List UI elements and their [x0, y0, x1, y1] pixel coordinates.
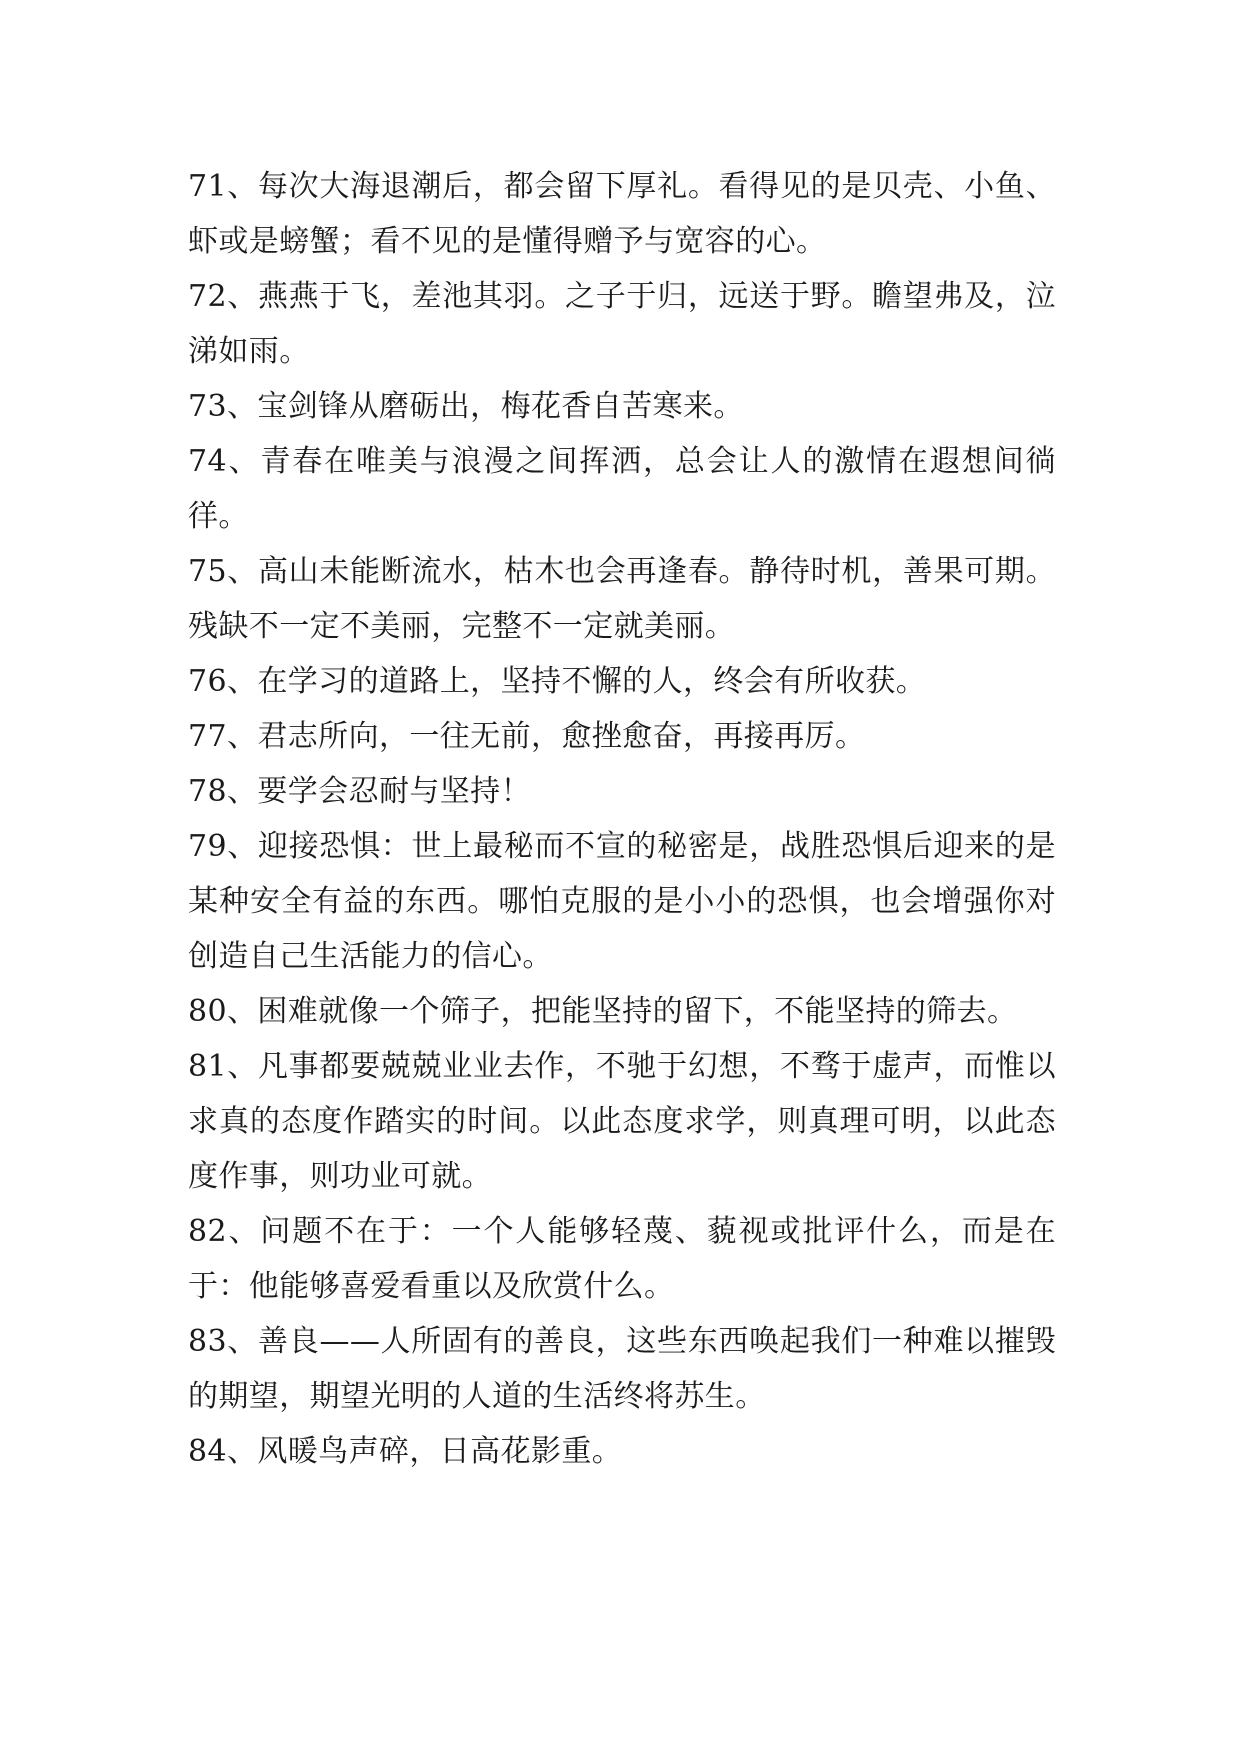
quote-77: 77、君志所向，一往无前，愈挫愈奋，再接再厉。 — [188, 719, 866, 754]
quote-81: 81、凡事都要兢兢业业去作，不驰于幻想，不骛于虚声，而惟以求真的态度作踏实的时间。以此态度求学，则真理可明，以此态度作事，则功业可就。 — [188, 1049, 1056, 1194]
quote-83: 83、善良——人所固有的善良，这些东西唤起我们一种难以摧毁的期望，期望光明的人道的生活终将苏生。 — [188, 1324, 1056, 1414]
quote-72: 72、燕燕于飞，差池其羽。之子于归，远送于野。瞻望弗及，泣涕如雨。 — [188, 279, 1056, 369]
quote-list — [188, 159, 1056, 1479]
quote-74: 74、青春在唯美与浪漫之间挥洒，总会让人的激情在遐想间徜徉。 — [188, 444, 1056, 534]
quote-82: 82、问题不在于：一个人能够轻蔑、藐视或批评什么，而是在于：他能够喜爱看重以及欣赏什么。 — [188, 1214, 1056, 1304]
quote-84: 84、风暖鸟声碎，日高花影重。 — [188, 1434, 623, 1469]
quote-73: 73、宝剑锋从磨砺出，梅花香自苦寒来。 — [188, 389, 744, 424]
quote-75: 75、高山未能断流水，枯木也会再逢春。静待时机，善果可期。残缺不一定不美丽，完整不一定就美丽。 — [188, 554, 1056, 644]
quote-71: 71、每次大海退潮后，都会留下厚礼。看得见的是贝壳、小鱼、虾或是螃蟹；看不见的是懂得赠予与宽容的心。 — [188, 169, 1056, 259]
quote-76: 76、在学习的道路上，坚持不懈的人，终会有所收获。 — [188, 664, 927, 699]
quote-79: 79、迎接恐惧：世上最秘而不宣的秘密是，战胜恐惧后迎来的是某种安全有益的东西。哪怕克服的是小小的恐惧，也会增强你对创造自己生活能力的信心。 — [188, 829, 1056, 974]
quote-78: 78、要学会忍耐与坚持！ — [188, 774, 531, 809]
quote-80: 80、困难就像一个筛子，把能坚持的留下，不能坚持的筛去。 — [188, 994, 1018, 1029]
